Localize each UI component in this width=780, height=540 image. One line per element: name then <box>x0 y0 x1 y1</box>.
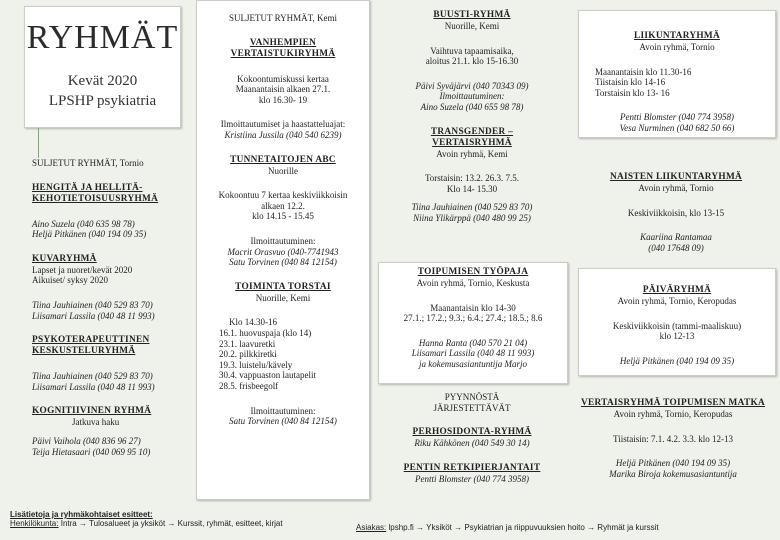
group-detail: Maanantaisin alkaen 27.1. <box>235 84 331 95</box>
group-place: Avoin ryhmä, Tornio <box>639 41 715 52</box>
contact: Tiina Jauhiainen (040 529 83 70) <box>32 299 153 310</box>
group-name: BUUSTI-RYHMÄ <box>433 10 511 20</box>
group-place: Nuorille, Kemi <box>444 20 500 31</box>
contact: Pentti Blomster (040 774 3958) <box>620 112 734 123</box>
contact: ja kokemusasiantuntija Marjo <box>419 359 527 370</box>
liikuntaryhma-card <box>578 10 776 138</box>
toipumisen-tyopaja-card <box>378 262 568 384</box>
contact: (040 17648 09) <box>648 242 704 253</box>
group-name: VERTAISRYHMÄ TOIPUMISEN MATKA <box>580 398 765 408</box>
footer-info <box>10 510 350 528</box>
footer-info-label: Lisätietoja ja ryhmäkohtaiset esitteet: <box>10 510 153 519</box>
contact: Päivi Vaihola (040 836 96 27) <box>32 435 141 446</box>
group-place: Avoin ryhmä, Tornio <box>638 182 714 193</box>
contact: Heljä Pitkänen (040 194 09 35) <box>619 355 735 366</box>
group-place: Nuorille, Kemi <box>255 292 311 303</box>
contact: Pentti Blomster (040 774 3958) <box>415 473 529 484</box>
org-label: LPSHP psykiatria <box>48 93 157 110</box>
divider-line <box>38 128 39 158</box>
group-name: LIIKUNTARYHMÄ <box>633 31 721 41</box>
group-name: TOIPUMISEN TYÖPAJA <box>417 267 529 277</box>
column-tornio-open <box>578 172 774 253</box>
group-name: PYYNNÖSTÄ <box>444 392 500 402</box>
schedule-item: 30.4. vappuaston lautapelit <box>219 370 316 381</box>
group-place: Nuorille <box>268 165 298 176</box>
schedule-item: Klo 14.30-16 <box>229 317 277 328</box>
page-title: RYHMÄT <box>26 19 179 56</box>
contact: Macrit Orasvuo (040-7741943 <box>227 246 339 257</box>
group-name: PÄIVÄRYHMÄ <box>642 285 712 295</box>
section-heading: SULJETUT RYHMÄT, Kemi <box>229 13 337 23</box>
group-detail: Lapset ja nuoret/kevät 2020 <box>32 264 133 275</box>
group-detail: klo 12-13 <box>659 331 695 342</box>
group-detail: Tiistaisin klo 14-16 <box>595 77 666 88</box>
group-name: PSYKOTERAPEUTTINEN KESKUSTELURYHMÄ <box>32 335 150 357</box>
group-detail: Tiistaisin: 7.1. 4.2. 3.3. klo 12-13 <box>613 433 733 444</box>
contact: Heljä Pitkänen (040 194 09 35) <box>615 458 731 469</box>
contact: Kaariina Rantamaa <box>640 232 712 243</box>
group-detail: aloitus 21.1. klo 15-16.30 <box>425 56 519 67</box>
group-place: JÄRJESTETTÄVÄT <box>433 402 511 413</box>
group-name: TRANSGENDER – VERTAISRYHMÄ <box>430 126 514 148</box>
registration-label: Ilmoittautuminen: <box>250 405 316 416</box>
group-detail: klo 16.30- 19 <box>258 94 308 105</box>
group-name: VANHEMPIEN VERTAISTUKIRYHMÄ <box>230 37 336 59</box>
group-detail: Kokoontuu 7 kertaa keskiviikkoisin <box>218 190 348 201</box>
schedule-item: 20.2. pilkkiretki <box>219 349 277 360</box>
group-detail: Jatkuva haku <box>72 417 120 428</box>
group-name: HENGITÄ JA HELLITÄ-KEHOTIETOISUUSRYHMÄ <box>32 182 159 204</box>
contact: Vesa Nurminen (040 682 50 66) <box>619 123 735 134</box>
contact: Päivi Syväjärvi (040 70343 09) <box>415 80 529 91</box>
contact: Teija Hietasaari (040 069 95 10) <box>32 446 151 457</box>
contact: Niina Ylikärppä (040 480 99 25) <box>413 213 531 223</box>
contact: Marika Biroja kokemusasiantuntija <box>609 468 737 479</box>
contact: Heljä Pitkänen (040 194 09 35) <box>32 229 147 240</box>
staff-path-link[interactable]: Intra → Tulosalueet ja yksiköt → Kurssit, ryhmät, esitteet, kirjat <box>60 519 283 528</box>
contact: Kristiina Jussila (040 540 6239) <box>224 129 342 140</box>
group-detail: Klo 14- 15.30 <box>446 183 498 194</box>
section-heading: SULJETUT RYHMÄT, Tornio <box>32 158 144 168</box>
column-kemi-closed <box>196 0 370 500</box>
footer-client <box>356 523 659 532</box>
group-detail: klo 14.15 - 15.45 <box>252 211 314 222</box>
contact: Liisamari Lassila (040 48 11 993) <box>411 348 535 359</box>
contact: Aino Suzela (040 655 98 78) <box>420 102 524 113</box>
group-name: PENTIN RETKIPIERJANTAIT <box>403 462 541 473</box>
schedule-item: 23.1. laavuretki <box>219 338 276 349</box>
contact: Ilmoittautuminen: <box>439 91 505 102</box>
title-card <box>24 6 181 128</box>
group-detail: Maanantaisin klo 11.30-16 <box>595 66 692 77</box>
group-detail: alkaen 12.2. <box>261 200 305 211</box>
group-detail: Aikuiset/ syksy 2020 <box>32 275 109 286</box>
group-place: Avoin ryhmä, Tornio, Keskusta <box>416 277 530 288</box>
contact: Riku Kähkönen (040 549 30 14) <box>414 438 530 449</box>
group-detail: Maanantaisin klo 14-30 <box>430 302 516 313</box>
vertaisryhma-section <box>570 398 776 479</box>
group-detail: 27.1.; 17.2.; 9.3.; 6.4.; 27.4.; 18.5.; 8.6 <box>403 313 543 324</box>
schedule-item: 19.3. luistelu/kävely <box>219 359 293 370</box>
paivaryhma-card <box>578 268 776 376</box>
group-detail: Vaihtuva tapaamisaika, <box>430 45 514 56</box>
contact: Liisamari Lassila (040 48 11 993) <box>32 381 155 392</box>
group-place: Avoin ryhmä, Tornio, Keropudas <box>613 408 733 419</box>
client-label: Asiakas: <box>356 523 387 532</box>
contact: Satu Torvinen (040 84 12154) <box>229 257 337 268</box>
staff-label: Henkilökunta: <box>10 519 59 528</box>
contact: Hanna Ranta (040 570 21 04) <box>418 337 528 348</box>
group-detail: Torstaisin klo 13- 16 <box>595 87 670 98</box>
column-open-groups <box>372 10 572 224</box>
client-path-link[interactable]: lpshp.fi → Yksiköt → Psykiatrian ja riippuvuuksien hoito → Ryhmät ja kurssit <box>388 523 659 532</box>
group-name: KOGNITIIVINEN RYHMÄ <box>32 406 152 417</box>
contact: Liisamari Lassila (040 48 11 993) <box>32 310 155 321</box>
registration-label: Ilmoittautumiset ja haastatteluajat: <box>220 119 346 130</box>
contact: Satu Torvinen (040 84 12154) <box>229 416 337 427</box>
schedule-item: 28.5. frisbeegolf <box>219 381 279 392</box>
group-detail: Keskiviikkoisin (tammi-maaliskuu) <box>612 320 742 331</box>
on-request-groups <box>372 392 572 484</box>
footer <box>10 510 770 540</box>
registration-label: Ilmoittautuminen: <box>250 236 316 246</box>
schedule-item: 16.1. huovuspaja (klo 14) <box>219 328 312 339</box>
group-name: TUNNETAITOJEN ABC <box>230 154 336 165</box>
group-name: PERHOSIDONTA-RYHMÄ <box>412 427 532 438</box>
group-name: NAISTEN LIIKUNTARYHMÄ <box>609 172 743 182</box>
group-detail: Torstaisin: 13.2. 26.3. 7.5. <box>424 173 520 184</box>
group-place: Avoin ryhmä, Tornio, Keropudas <box>617 295 737 306</box>
season-label: Kevät 2020 <box>67 73 138 89</box>
contact: Aino Suzela (040 635 98 78) <box>32 218 135 229</box>
contact: Tiina Jauhiainen (040 529 83 70) <box>32 371 153 382</box>
group-name: TOIMINTA TORSTAI <box>235 281 331 292</box>
group-detail: Keskiviikkoisin, klo 13-15 <box>627 207 725 218</box>
contact: Tiina Jauhiainen (040 529 83 70) <box>411 202 533 213</box>
group-place: Avoin ryhmä, Kemi <box>436 148 508 159</box>
group-detail: Kokoontumiskussi kertaa <box>237 73 329 84</box>
column-tornio-closed <box>32 158 192 457</box>
group-name: KUVARYHMÄ <box>32 253 97 264</box>
